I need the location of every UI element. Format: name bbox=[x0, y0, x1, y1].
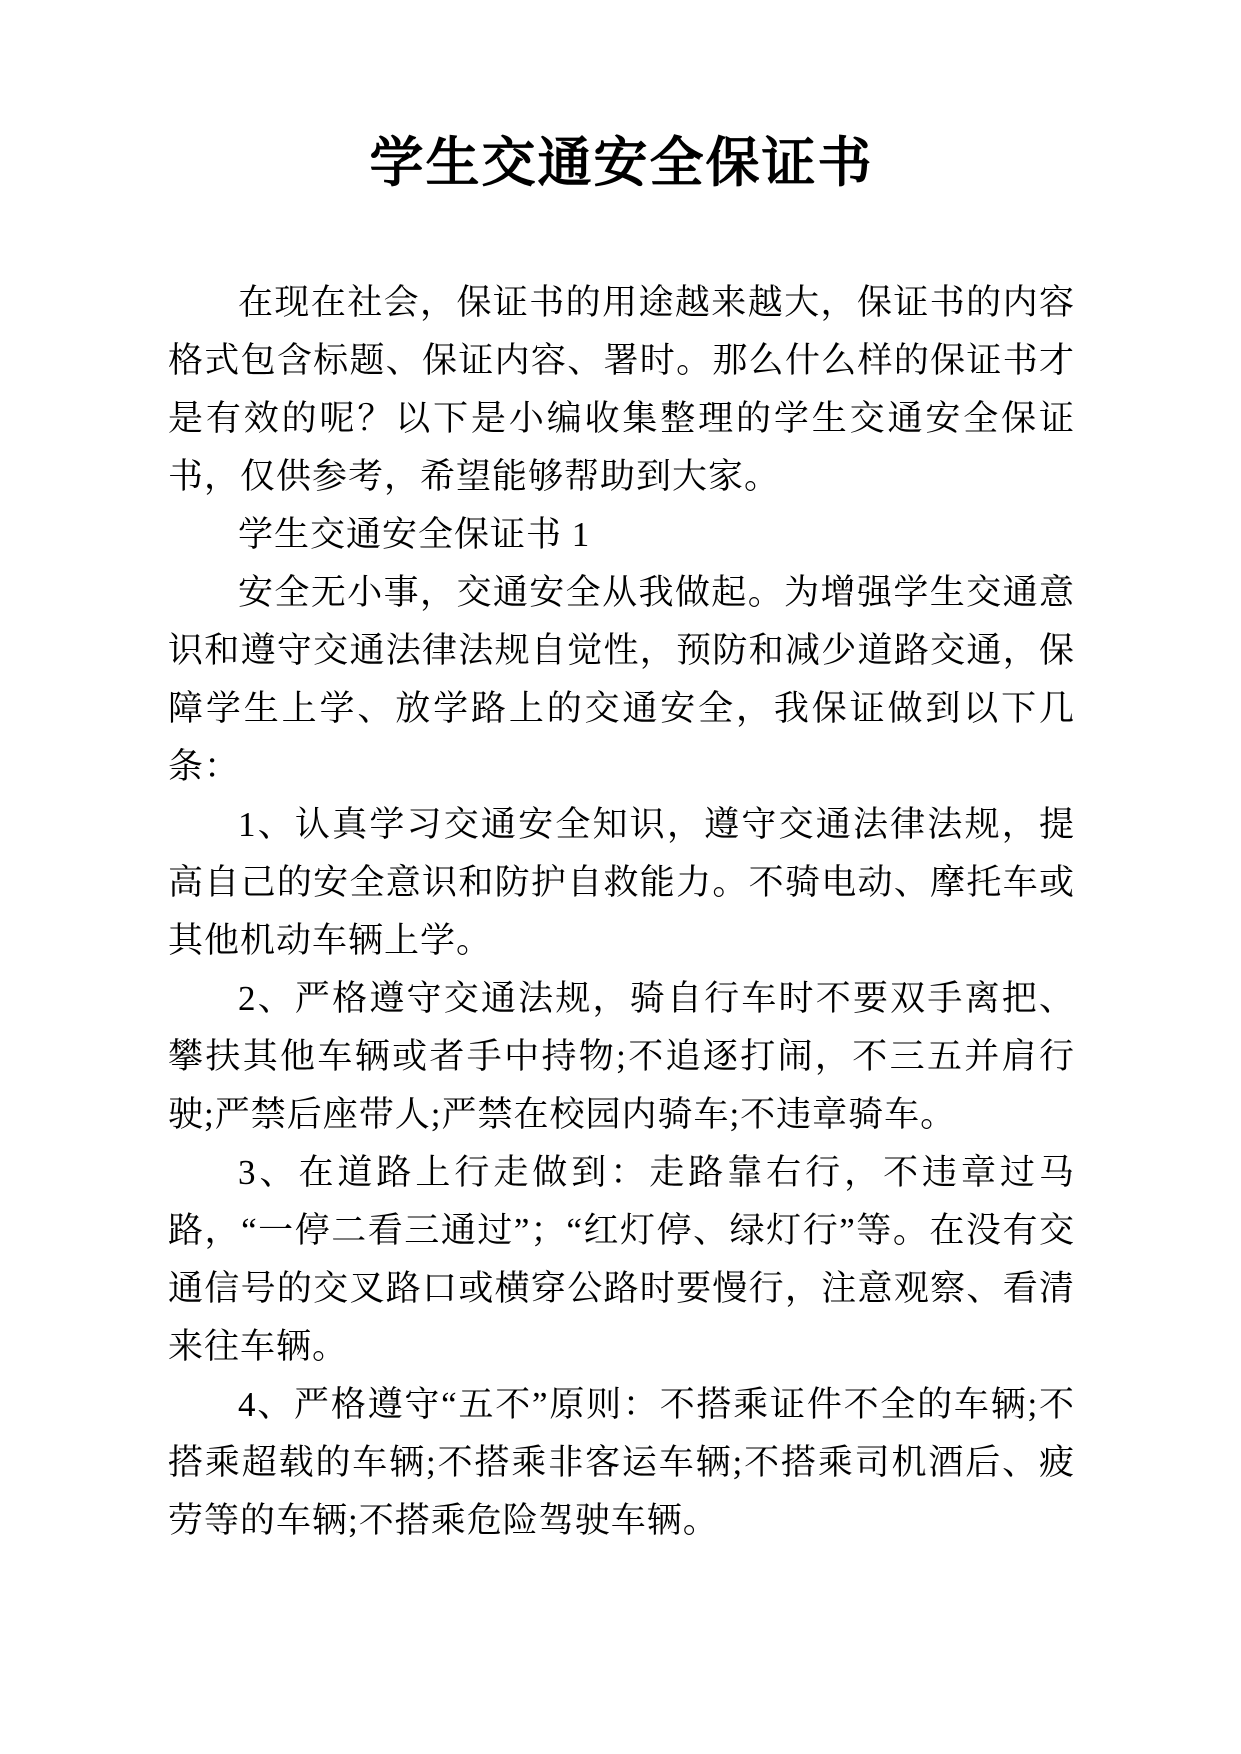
intro-paragraph: 在现在社会，保证书的用途越来越大，保证书的内容格式包含标题、保证内容、署时。那么什么样的保证书才是有效的呢？以下是小编收集整理的学生交通安全保证书，仅供参考，希望能够帮助到大家。 bbox=[168, 283, 1075, 496]
section-heading: 学生交通安全保证书 1 bbox=[238, 515, 591, 554]
paragraph: 3、在道路上行走做到：走路靠右行，不违章过马路，“一停二看三通过”；“红灯停、绿灯行”等。在没有交通信号的交叉路口或横穿公路时要慢行，注意观察、看清来往车辆。 bbox=[168, 1153, 1075, 1366]
document-title: 学生交通安全保证书 bbox=[369, 133, 874, 193]
paragraph: 安全无小事，交通安全从我做起。为增强学生交通意识和遵守交通法律法规自觉性，预防和减少道路交通，保障学生上学、放学路上的交通安全，我保证做到以下几条： bbox=[168, 573, 1075, 786]
document-body bbox=[168, 274, 1075, 1550]
paragraph: 1、认真学习交通安全知识，遵守交通法律法规，提高自己的安全意识和防护自救能力。不骑电动、摩托车或其他机动车辆上学。 bbox=[168, 805, 1075, 960]
paragraph: 4、严格遵守“五不”原则：不搭乘证件不全的车辆;不搭乘超载的车辆;不搭乘非客运车辆;不搭乘司机酒后、疲劳等的车辆;不搭乘危险驾驶车辆。 bbox=[168, 1385, 1075, 1540]
paragraph: 2、严格遵守交通法规，骑自行车时不要双手离把、攀扶其他车辆或者手中持物;不追逐打闹，不三五并肩行驶;严禁后座带人;严禁在校园内骑车;不违章骑车。 bbox=[168, 979, 1075, 1134]
